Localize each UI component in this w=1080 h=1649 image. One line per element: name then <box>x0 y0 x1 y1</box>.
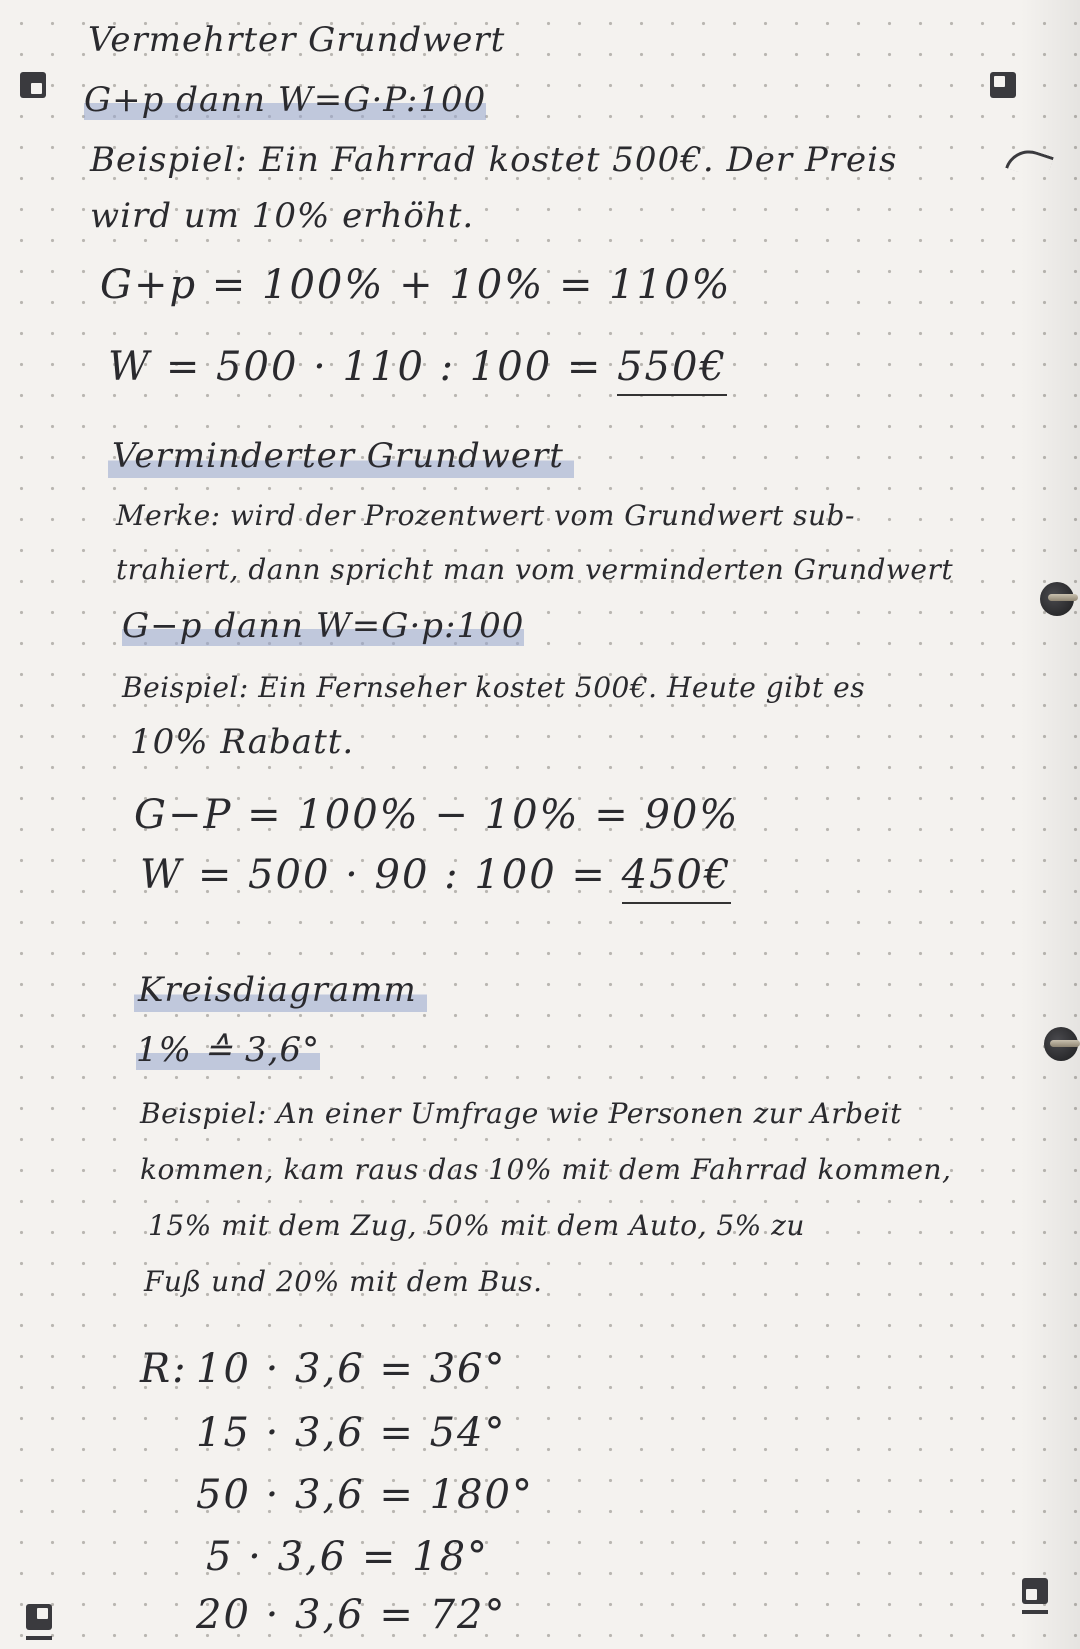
corner-marker-icon <box>990 72 1016 98</box>
example-text: Beispiel: Ein Fahrrad kostet 500€. Der Preis <box>90 140 898 180</box>
page-edge-shadow <box>1020 0 1080 1649</box>
example-text: Fuß und 20% mit dem Bus. <box>144 1265 543 1298</box>
example-text: Beispiel: Ein Fernseher kostet 500€. Heute gibt es <box>122 671 866 704</box>
calc-result: 450€ <box>622 852 732 904</box>
calc-line <box>140 852 731 898</box>
rule-verminderter-grundwert: G−p dann W=G·p:100 <box>122 606 525 646</box>
binder-ring-band <box>1050 1040 1080 1047</box>
corner-marker-icon <box>1022 1578 1048 1604</box>
note-text: trahiert, dann spricht man vom verminderten Grundwert <box>116 553 954 586</box>
heading-verminderter-grundwert: Verminderter Grundwert <box>108 436 574 478</box>
corner-marker-icon <box>20 72 46 98</box>
calc-result: 550€ <box>617 344 727 396</box>
calc-line: 5 · 3,6 = 18° <box>206 1534 490 1580</box>
example-text: wird um 10% erhöht. <box>90 196 475 236</box>
rule-vermehrter-grundwert: G+p dann W=G·P:100 <box>84 80 487 120</box>
heading-vermehrter-grundwert: Vermehrter Grundwert <box>88 20 506 60</box>
calc-expression: W = 500 · 110 : 100 = <box>108 344 618 390</box>
calc-line <box>108 344 727 390</box>
rule-kreisdiagramm: 1% ≙ 3,6° <box>136 1030 321 1070</box>
calc-line: 15 · 3,6 = 54° <box>196 1410 507 1456</box>
binder-ring-band <box>1048 594 1078 601</box>
calc-line: G+p = 100% + 10% = 110% <box>100 262 732 308</box>
example-text: 15% mit dem Zug, 50% mit dem Auto, 5% zu <box>148 1209 805 1242</box>
calc-line: 50 · 3,6 = 180° <box>196 1472 534 1518</box>
example-text: Beispiel: An einer Umfrage wie Personen zur Arbeit <box>140 1097 902 1130</box>
calc-line: 20 · 3,6 = 72° <box>196 1592 507 1638</box>
calc-line: 10 · 3,6 = 36° <box>196 1346 507 1392</box>
heading-kreisdiagramm: Kreisdiagramm <box>134 970 427 1012</box>
calc-line: G−P = 100% − 10% = 90% <box>134 792 740 838</box>
calc-expression: W = 500 · 90 : 100 = <box>140 852 622 898</box>
corner-marker-icon <box>26 1604 52 1630</box>
example-text: kommen, kam raus das 10% mit dem Fahrrad kommen, <box>140 1153 952 1186</box>
corner-marker-bar <box>26 1636 52 1640</box>
example-text: 10% Rabatt. <box>130 722 355 762</box>
corner-marker-bar <box>1022 1610 1048 1614</box>
note-text: Merke: wird der Prozentwert vom Grundwert sub- <box>116 499 855 532</box>
calc-label: R: <box>140 1346 188 1392</box>
